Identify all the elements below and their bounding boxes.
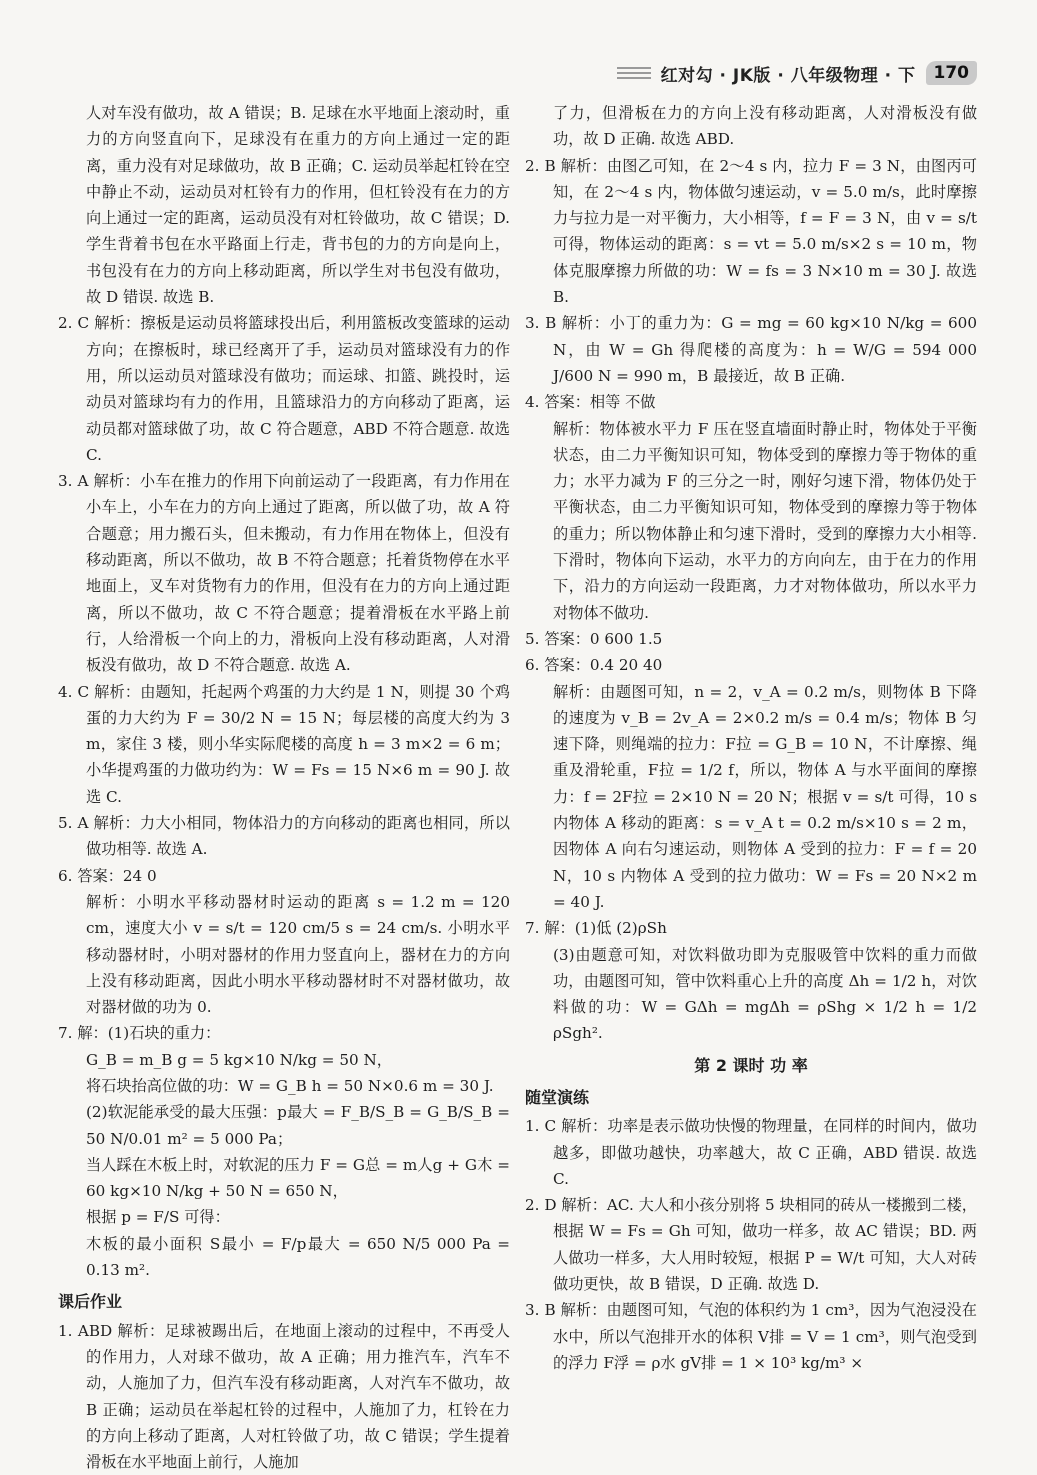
- left-paragraph: 根据 p = F/S 可得：: [86, 1208, 230, 1227]
- left-paragraph: 当人踩在木板上时，对软泥的压力 F = G总 = m人g + G木 = 60 kg×10 N/kg + 50 N = 650 N，: [86, 1155, 510, 1201]
- left-column: [58, 100, 510, 1475]
- left-paragraph: 木板的最小面积 S最小 = F/p最大 = 650 N/5 000 Pa = 0.13 m².: [86, 1234, 510, 1280]
- header-decoration: [617, 67, 651, 79]
- right-paragraph: 2. B 解析：由图乙可知，在 2～4 s 内，拉力 F = 3 N，由图丙可知，在 2～4 s 内，物体做匀速运动，v = 5.0 m/s，此时摩擦力与拉力是一对平衡力，大小相等，f = F = 3 N，由 v = s/t 可得，物体运动的距离：s = vt = 5.0 m/s×2 s = 10 m，物体克服摩擦力所做的功：W = fs = 3 N×10 m = 30 J. 故选 B.: [525, 156, 977, 307]
- right-paragraph: 解析：物体被水平力 F 压在竖直墙面时静止时，物体处于平衡状态，由二力平衡知识可知，物体受到的摩擦力等于物体的重力；水平力减为 F 的三分之一时，刚好匀速下滑，物体仍处于平衡状态，由二力平衡知识可知，物体受到的摩擦力等于物体的重力；所以物体静止和匀速下滑时，受到的摩擦力大小相等. 下滑时，物体向下运动，水平力的方向向左，由于在力的作用下，沿力的方向运动一段距离，力才对物体做功，所以水平力对物体不做功.: [553, 419, 977, 622]
- left-paragraph: 人对车没有做功，故 A 错误；B. 足球在水平地面上滚动时，重力的方向竖直向下，足球没有在重力的方向上通过一定的距离，重力没有对足球做功，故 B 正确；C. 运动员举起杠铃在空中静止不动，运动员对杠铃有力的作用，但杠铃没有在力的方向上通过一定的距离，运动员没有对杠铃做功，故 C 错误；D. 学生背着书包在水平路面上行走，背书包的力的方向是向上，书包没有在力的方向上移动距离，所以学生对书包没有做功，故 D 错误. 故选 B.: [86, 104, 510, 307]
- left-paragraph: 2. C 解析：擦板是运动员将篮球投出后，利用篮板改变篮球的运动方向；在擦板时，球已经离开了手，运动员对篮球没有力的作用，所以运动员对篮球没有做功；而运球、扣篮、跳投时，运动员对篮球均有力的作用，且篮球沿力的方向移动了距离，运动员都对篮球做了功，故 C 符合题意，ABD 不符合题意. 故选 C.: [58, 314, 510, 464]
- right-paragraph: 2. D 解析：AC. 大人和小孩分别将 5 块相同的砖从一楼搬到二楼，根据 W = Fs = Gh 可知，做功一样多，故 AC 错误；BD. 两人做功一样多，大人用时较短，根据 P = W/t 可知，大人对砖做功更快，故 B 错误，D 正确. 故选 D.: [525, 1196, 977, 1294]
- left-paragraph: 5. A 解析：力大小相同，物体沿力的方向移动的距离也相同，所以做功相等. 故选 A.: [58, 814, 510, 859]
- left-paragraph: 解析：小明水平移动器材时运动的距离 s = 1.2 m = 120 cm，速度大小 v = s/t = 120 cm/5 s = 24 cm/s. 小明水平移动器材时，小明对器材的作用力竖直向上，器材在力的方向上没有移动距离，因此小明水平移动器材时不对器材做功，故对器材做的功为 0.: [86, 892, 510, 1017]
- right-paragraph: (3)由题意可知，对饮料做功即为克服吸管中饮料的重力而做功，由题图可知，管中饮料重心上升的高度 Δh = 1/2 h，对饮料做的功：W = GΔh = mgΔh = ρShg × 1/2 h = 1/2 ρSgh².: [553, 945, 977, 1043]
- right-paragraph: 7. 解：(1)低 (2)ρSh: [525, 919, 667, 938]
- page-number: 170: [926, 61, 978, 85]
- left-paragraph: 课后作业: [58, 1292, 123, 1312]
- right-paragraph: 6. 答案：0.4 20 40: [525, 656, 663, 675]
- right-column: [525, 100, 977, 1376]
- right-paragraph: 3. B 解析：由题图可知，气泡的体积约为 1 cm³，因为气泡浸没在水中，所以气泡排开水的体积 V排 = V = 1 cm³，则气泡受到的浮力 F浮 = ρ水 gV排 = 1 × 10³ kg/m³ ×: [525, 1301, 977, 1372]
- left-paragraph: 4. C 解析：由题知，托起两个鸡蛋的力大约是 1 N，则提 30 个鸡蛋的力大约为 F = 30/2 N = 15 N；每层楼的高度大约为 3 m，家住 3 楼，则小华实际爬楼的高度 h = 3 m×2 = 6 m；小华提鸡蛋的力做功约为：W = Fs = 15 N×6 m = 90 J. 故选 C.: [58, 682, 510, 806]
- left-paragraph: G_B = m_B g = 5 kg×10 N/kg = 50 N，: [86, 1050, 392, 1069]
- left-paragraph: (2)软泥能承受的最大压强：p最大 = F_B/S_B = G_B/S_B = 50 N/0.01 m² = 5 000 Pa；: [86, 1103, 510, 1148]
- right-paragraph: 4. 答案：相等 不做: [525, 393, 656, 412]
- left-paragraph: 6. 答案：24 0: [58, 866, 157, 885]
- right-paragraph: 5. 答案：0 600 1.5: [525, 629, 663, 648]
- left-paragraph: 将石块抬高位做的功：W = G_B h = 50 N×0.6 m = 30 J.: [86, 1076, 494, 1095]
- right-paragraph: 随堂演练: [525, 1087, 590, 1107]
- left-paragraph: 7. 解：(1)石块的重力：: [58, 1024, 221, 1043]
- right-paragraph: 1. C 解析：功率是表示做功快慢的物理量，在同样的时间内，做功越多，即做功越快，功率越大，故 C 正确，ABD 错误. 故选 C.: [525, 1117, 977, 1188]
- left-paragraph: 3. A 解析：小车在推力的作用下向前运动了一段距离，有力作用在小车上，小车在力的方向上通过了距离，所以做了功，故 A 符合题意；用力搬石头，但未搬动，有力作用在物体上，但没有移动距离，所以不做功，故 B 不符合题意；托着货物停在水平地面上，叉车对货物有力的作用，但没有在力的方向上通过距离，所以不做功，故 C 不符合题意；提着滑板在水平路上前行，人给滑板一个向上的力，滑板向上没有移动距离，人对滑板没有做功，故 D 不符合题意. 故选 A.: [58, 472, 510, 675]
- right-paragraph: 第 2 课时 功 率: [694, 1055, 808, 1075]
- right-paragraph: 了力，但滑板在力的方向上没有移动距离，人对滑板没有做功，故 D 正确. 故选 ABD.: [553, 104, 977, 149]
- right-paragraph: 3. B 解析：小丁的重力为：G = mg = 60 kg×10 N/kg = 600 N，由 W = Gh 得爬楼的高度为：h = W/G = 594 000 J/600 N = 990 m，B 最接近，故 B 正确.: [525, 314, 977, 385]
- page-header: [617, 58, 977, 88]
- right-paragraph: 解析：由题图可知，n = 2，v_A = 0.2 m/s，则物体 B 下降的速度为 v_B = 2v_A = 2×0.2 m/s = 0.4 m/s；物体 B 匀速下降，则绳端的拉力：F拉 = G_B = 10 N，不计摩擦、绳重及滑轮重，F拉 = 1/2 f，所以，物体 A 与水平面间的摩擦力：f = 2F拉 = 2×10 N = 20 N；根据 v = s/t 可得，10 s 内物体 A 移动的距离：s = v_A t = 0.2 m/s×10 s = 2 m，因物体 A 向右匀速运动，则物体 A 受到的拉力：F = f = 20 N，10 s 内物体 A 受到的拉力做功：W = Fs = 20 N×2 m = 40 J.: [553, 682, 977, 911]
- book-title: 红对勾 · JK版 · 八年级物理 · 下: [660, 65, 916, 86]
- left-paragraph: 1. ABD 解析：足球被踢出后，在地面上滚动的过程中，不再受人的作用力，人对球不做功，故 A 正确；用力推汽车，汽车不动，人施加了力，但汽车没有移动距离，人对汽车不做功，故 B 正确；运动员在举起杠铃的过程中，人施加了力，杠铃在力的方向上移动了距离，人对杠铃做了功，故 C 错误；学生提着滑板在水平地面上前行，人施加: [58, 1321, 510, 1472]
